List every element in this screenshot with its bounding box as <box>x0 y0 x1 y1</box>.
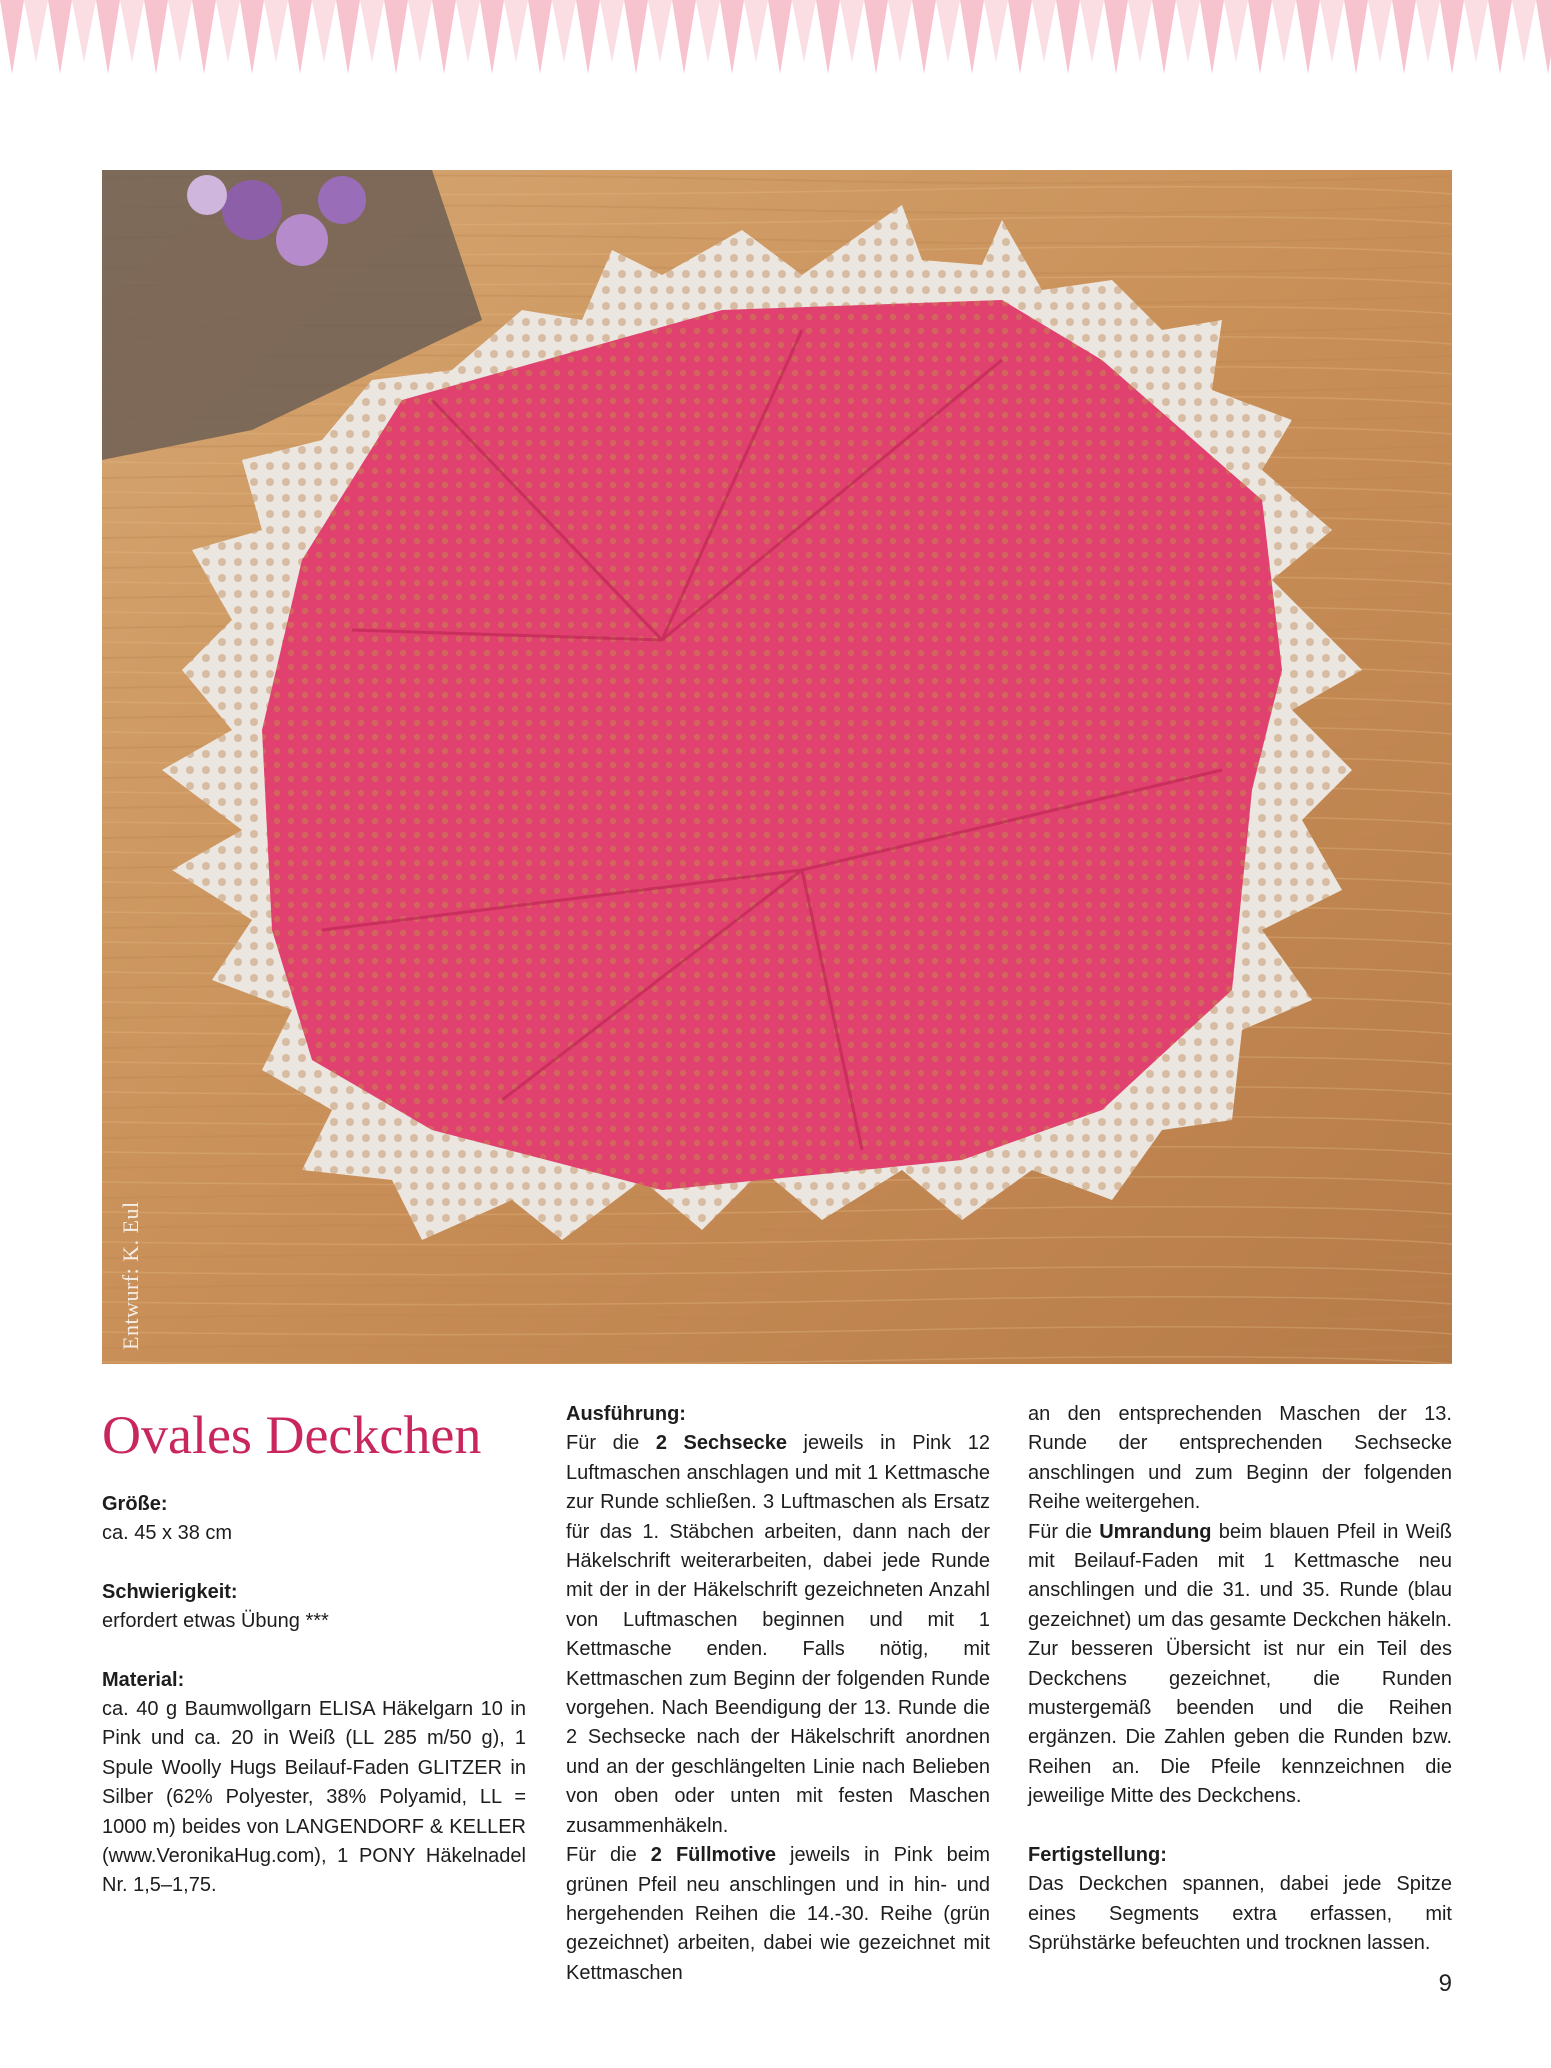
pennant <box>408 0 432 62</box>
pennant <box>360 0 384 62</box>
pennant <box>432 0 456 74</box>
hexagons-term: 2 Sechsecke <box>655 1432 787 1455</box>
pennant <box>1392 0 1416 74</box>
pennant <box>720 0 744 74</box>
pennant <box>504 0 528 62</box>
pennant <box>1248 0 1272 74</box>
pennant <box>1008 0 1032 74</box>
pennant <box>1416 0 1440 62</box>
pennant <box>168 0 192 62</box>
page-number: 9 <box>1438 1970 1452 1997</box>
material-value: ca. 40 g Baumwollgarn ELISA Häkelgarn 10 in Pink und ca. 20 in Weiß (LL 285 m/50 g), 1 Spule Woolly Hugs Beilauf-Faden GLITZER in Silber (62% Polyester, 38% Polyamid, LL = 1000 m) beides von LANGENDORF & KELLER (www.VeronikaHug.com), 1 PONY Häkelnadel Nr. 1,5–1,75. <box>102 1698 526 1897</box>
fill-motifs-term: 2 Füllmotive <box>650 1844 776 1867</box>
pennant <box>672 0 696 74</box>
material-label: Material: <box>102 1668 185 1691</box>
pennant <box>456 0 480 62</box>
pennant <box>480 0 504 74</box>
pennant <box>0 0 24 74</box>
execution-label: Ausführung: <box>566 1403 686 1425</box>
pennant <box>1032 0 1056 62</box>
pennant <box>576 0 600 74</box>
pennant <box>888 0 912 62</box>
pennant <box>120 0 144 62</box>
pennant <box>264 0 288 62</box>
page-title: Ovales Deckchen <box>102 1405 482 1465</box>
pennant <box>72 0 96 62</box>
pennant <box>1536 0 1551 74</box>
pennant <box>1512 0 1536 62</box>
execution-paragraph-2: Für die 2 Füllmotive jeweils in Pink beim grünen Pfeil neu anschlingen und in hin- und hergehenden Reihen die 14.-30. Reihe (grün gezeichnet) arbeiten, dabei wie gezeichnet mit Kettmaschen <box>566 1844 990 1984</box>
pennant <box>96 0 120 74</box>
pennant <box>768 0 792 74</box>
details-column <box>102 1490 526 1901</box>
pennant <box>1104 0 1128 74</box>
size-value: ca. 45 x 38 cm <box>102 1522 233 1545</box>
pennant <box>696 0 720 62</box>
crochet-doily-photo <box>102 170 1452 1364</box>
pennant <box>816 0 840 74</box>
pennant <box>48 0 72 74</box>
pennant <box>936 0 960 62</box>
pennant <box>1368 0 1392 62</box>
pennant <box>864 0 888 74</box>
pennant <box>192 0 216 74</box>
pennant <box>624 0 648 74</box>
pennant <box>24 0 48 62</box>
pennant <box>1344 0 1368 74</box>
pennant <box>1056 0 1080 74</box>
pennant <box>792 0 816 62</box>
difficulty-value: erfordert etwas Übung *** <box>102 1610 329 1633</box>
pennant <box>960 0 984 74</box>
finishing-label: Fertigstellung: <box>1028 1843 1167 1866</box>
decorative-pennant-border <box>0 0 1551 74</box>
pennant <box>288 0 312 74</box>
size-label: Größe: <box>102 1493 168 1515</box>
pennant <box>1200 0 1224 74</box>
difficulty-label: Schwierigkeit: <box>102 1580 238 1603</box>
pennant <box>144 0 168 74</box>
pennant <box>912 0 936 74</box>
photo-credit: Entwurf: K. Eul <box>118 1201 143 1350</box>
pennant <box>312 0 336 62</box>
pennant <box>528 0 552 74</box>
pennant <box>648 0 672 62</box>
pennant <box>1224 0 1248 62</box>
pennant <box>1272 0 1296 62</box>
pennant <box>384 0 408 74</box>
execution-column <box>566 1400 990 1988</box>
pennant <box>840 0 864 62</box>
pennant <box>984 0 1008 62</box>
execution-paragraph-4: Für die Umrandung beim blauen Pfeil in Weiß mit Beilauf-Faden mit 1 Kettmasche neu anschlingen und die 31. und 35. Runde (blau gezeichnet) um das gesamte Deckchen häkeln. Zur besseren Übersicht ist nur ein Teil des Deckchens gezeichnet, die Runden mustergemäß beenden und die Reihen ergänzen. Die Zahlen geben die Runden bzw. Reihen an. Die Pfeile kennzeichnen die jeweilige Mitte des Deckchens. <box>1028 1520 1452 1808</box>
pennant <box>1080 0 1104 62</box>
pennant <box>1176 0 1200 62</box>
continuation-column <box>1028 1400 1452 1958</box>
pennant <box>1128 0 1152 62</box>
pennant <box>600 0 624 62</box>
border-term: Umrandung <box>1099 1520 1212 1543</box>
pennant <box>744 0 768 62</box>
pennant <box>1464 0 1488 62</box>
pennant <box>1152 0 1176 74</box>
pennant <box>1296 0 1320 74</box>
execution-paragraph-3: an den entsprechenden Maschen der 13. Runde der entsprechenden Sechsecke anschlingen und zum Beginn der folgenden Reihe weitergehen. <box>1028 1403 1452 1514</box>
pennant <box>1320 0 1344 62</box>
execution-paragraph-1: Für die 2 Sechsecke jeweils in Pink 12 Luftmaschen anschlagen und mit 1 Kettmasche zur Runde schließen. 3 Luftmaschen als Ersatz für das 1. Stäbchen arbeiten, dann nach der Häkelschrift weiterarbeiten, dabei jede Runde mit der in der Häkelschrift gezeichneten Anzahl von Luftmaschen beginnen und mit 1 Kettmasche enden. Falls nötig, mit Kettmaschen zum Beginn der folgenden Runde vorgehen. Nach Beendigung der 13. Runde die 2 Sechsecke nach der Häkelschrift anordnen und an der geschlängelten Linie nach Belieben von oben oder unten mit festen Maschen zusammenhäkeln. <box>566 1432 990 1837</box>
pennant <box>1488 0 1512 74</box>
pennant <box>552 0 576 62</box>
pennant <box>336 0 360 74</box>
finishing-text: Das Deckchen spannen, dabei jede Spitze eines Segments extra erfassen, mit Sprühstärke befeuchten und trocknen lassen. <box>1028 1873 1452 1954</box>
pennant <box>240 0 264 74</box>
pennant <box>216 0 240 62</box>
pennant <box>1440 0 1464 74</box>
